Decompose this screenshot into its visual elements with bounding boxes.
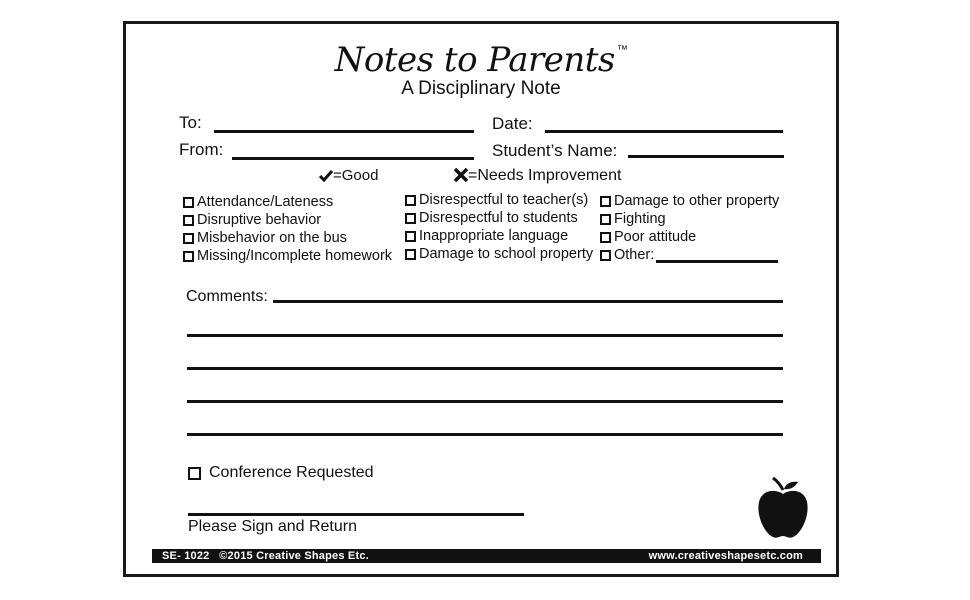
to-line[interactable] [214,130,474,133]
checkbox-language[interactable]: Inappropriate language [405,227,593,245]
checkbox-box[interactable] [183,251,194,262]
comments-label: Comments: [186,288,268,305]
checklist-column-1 [183,193,392,265]
conference-label: Conference Requested [209,464,374,481]
comments-line-5[interactable] [187,433,783,436]
note-subtitle: A Disciplinary Note [401,78,561,99]
student-name-label: Student’s Name: [492,141,618,160]
x-mark-icon [454,168,468,182]
date-label: Date: [492,114,533,133]
checkbox-attendance[interactable]: Attendance/Lateness [183,193,392,211]
check-icon [319,170,333,182]
product-code: SE- 1022 [162,550,210,562]
checkbox-box[interactable] [405,249,416,260]
checkbox-box[interactable] [405,213,416,224]
date-line[interactable] [545,130,783,133]
checkbox-disruptive[interactable]: Disruptive behavior [183,211,392,229]
checkbox-box[interactable] [405,231,416,242]
website: www.creativeshapesetc.com [648,550,803,562]
sign-label: Please Sign and Return [188,518,357,535]
checklist-column-3 [600,192,779,264]
apple-icon [756,476,810,540]
note-title: Notes to Parents ™ [334,40,628,80]
checkbox-box[interactable] [600,250,611,261]
checkbox-box[interactable] [600,232,611,243]
legend-good: =Good [319,167,378,184]
disciplinary-note-card [123,21,839,577]
conference-requested[interactable] [188,464,374,482]
legend-needs-improvement: =Needs Improvement [454,167,621,185]
copyright: ©2015 Creative Shapes Etc. [219,550,369,562]
from-label: From: [179,140,224,159]
checkbox-box[interactable] [183,197,194,208]
other-line[interactable] [656,260,778,263]
comments-line-1[interactable] [273,300,783,303]
conference-checkbox[interactable] [188,467,201,480]
comments-line-4[interactable] [187,400,783,403]
checkbox-bus-misbehavior[interactable]: Misbehavior on the bus [183,229,392,247]
trademark-mark: ™ [616,44,628,56]
checkbox-homework[interactable]: Missing/Incomplete homework [183,247,392,265]
checkbox-school-property[interactable]: Damage to school property [405,245,593,263]
checkbox-other[interactable]: Other: [600,246,779,264]
to-label: To: [179,113,202,132]
checkbox-fighting[interactable]: Fighting [600,210,779,228]
checkbox-disrespect-students[interactable]: Disrespectful to students [405,209,593,227]
checkbox-box[interactable] [600,214,611,225]
signature-line[interactable] [188,513,524,516]
checkbox-box[interactable] [183,215,194,226]
checkbox-box[interactable] [183,233,194,244]
checkbox-box[interactable] [405,195,416,206]
comments-line-2[interactable] [187,334,783,337]
checkbox-other-property[interactable]: Damage to other property [600,192,779,210]
checklist-column-2 [405,191,593,263]
from-line[interactable] [232,157,474,160]
footer-bar [152,549,821,563]
comments-line-3[interactable] [187,367,783,370]
checkbox-disrespect-teacher[interactable]: Disrespectful to teacher(s) [405,191,593,209]
student-name-line[interactable] [628,155,784,158]
checkbox-box[interactable] [600,196,611,207]
checkbox-attitude[interactable]: Poor attitude [600,228,779,246]
footer-left [162,550,369,562]
